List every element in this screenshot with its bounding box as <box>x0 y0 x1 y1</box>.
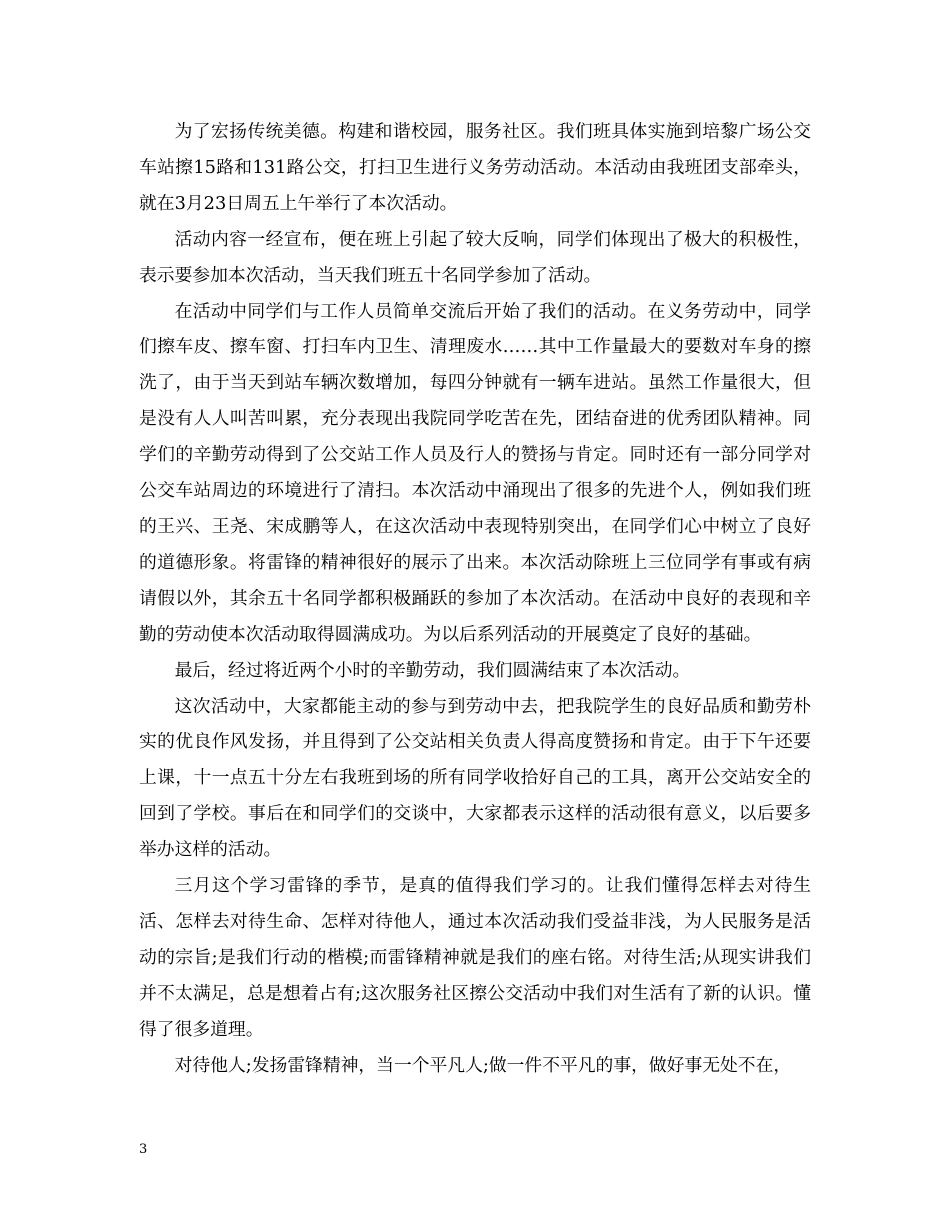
paragraph-3: 在活动中同学们与工作人员简单交流后开始了我们的活动。在义务劳动中，同学们擦车皮、擦车窗、打扫车内卫生、清理废水……其中工作量最大的要数对车身的擦洗了，由于当天到站车辆次数增加，每四分钟就有一辆车进站。虽然工作量很大，但是没有人人叫苦叫累，充分表现出我院同学吃苦在先，团结奋进的优秀团队精神。同学们的辛勤劳动得到了公交站工作人员及行人的赞扬与肯定。同时还有一部分同学对公交车站周边的环境进行了清扫。本次活动中涌现出了很多的先进个人，例如我们班的王兴、王尧、宋成鹏等人，在这次活动中表现特别突出，在同学们心中树立了良好的道德形象。将雷锋的精神很好的展示了出来。本次活动除班上三位同学有事或有病请假以外，其余五十名同学都积极踊跃的参加了本次活动。在活动中良好的表现和辛勤的劳动使本次活动取得圆满成功。为以后系列活动的开展奠定了良好的基础。 <box>139 300 811 645</box>
paragraph-2: 活动内容一经宣布，便在班上引起了较大反响，同学们体现出了极大的积极性，表示要参加本次活动，当天我们班五十名同学参加了活动。 <box>139 228 811 286</box>
paragraph-6: 三月这个学习雷锋的季节，是真的值得我们学习的。让我们懂得怎样去对待生活、怎样去对待生命、怎样对待他人，通过本次活动我们受益非浅，为人民服务是活动的宗旨;是我们行动的楷模;而雷锋精神就是我们的座右铭。对待生活;从现实讲我们并不太满足，总是想着占有;这次服务社区擦公交活动中我们对生活有了新的认识。懂得了很多道理。 <box>139 875 811 1040</box>
paragraph-7: 对待他人;发扬雷锋精神，当一个平凡人;做一件不平凡的事，做好事无处不在， <box>174 1054 792 1076</box>
page-number: 3 <box>139 1142 148 1157</box>
paragraph-1: 为了宏扬传统美德。构建和谐校园，服务社区。我们班具体实施到培黎广场公交车站擦15路和131路公交，打扫卫生进行义务劳动活动。本活动由我班团支部牵头，就在3月23日周五上午举行了本次活动。 <box>139 121 811 214</box>
body-text <box>139 114 811 1083</box>
paragraph-5: 这次活动中，大家都能主动的参与到劳动中去，把我院学生的良好品质和勤劳朴实的优良作风发扬，并且得到了公交站相关负责人得高度赞扬和肯定。由于下午还要上课，十一点五十分左右我班到场的所有同学收拾好自己的工具，离开公交站安全的回到了学校。事后在和同学们的交谈中，大家都表示这样的活动很有意义，以后要多举办这样的活动。 <box>139 695 811 861</box>
paragraph-4: 最后，经过将近两个小时的辛勤劳动，我们圆满结束了本次活动。 <box>174 659 691 681</box>
